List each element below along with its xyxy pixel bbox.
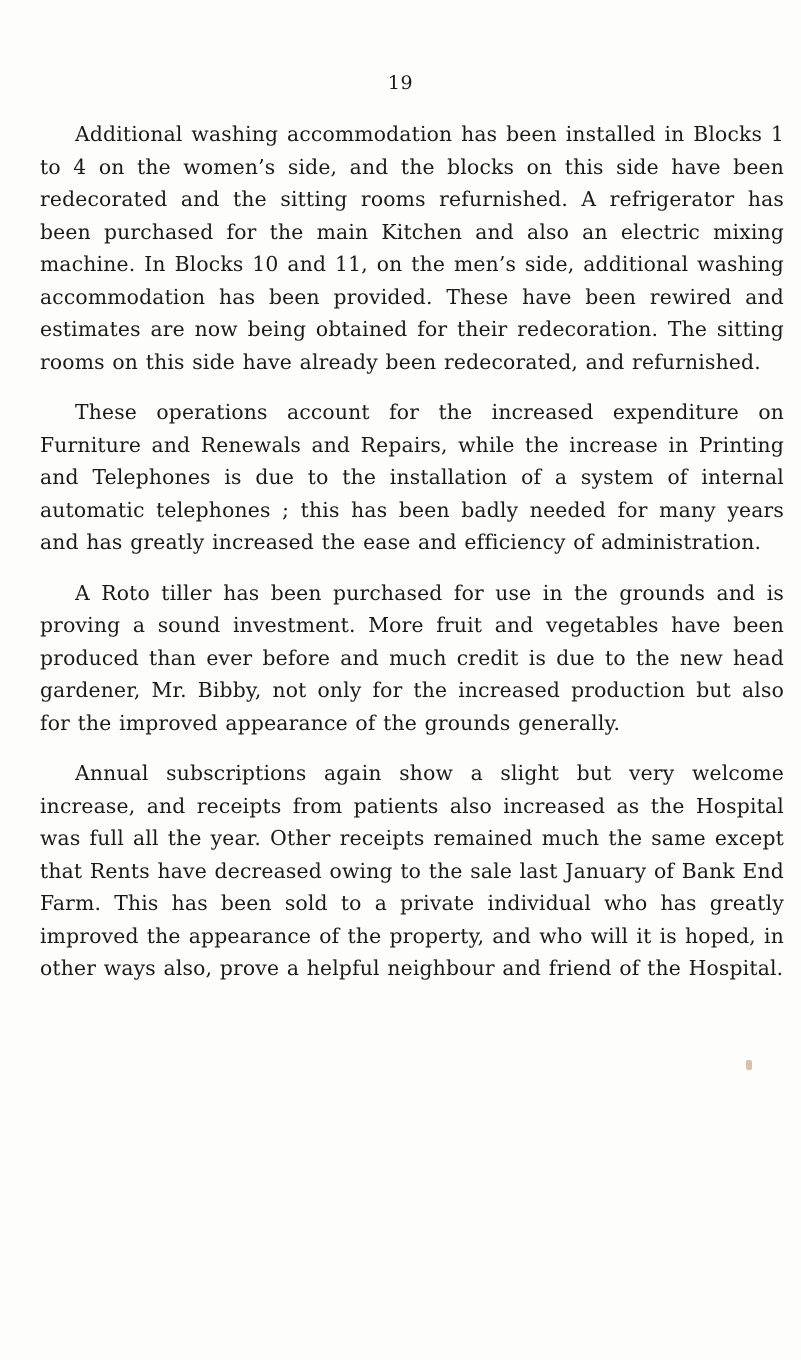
paragraph-roto-tiller: A Roto tiller has been purchased for use in the grounds and is proving a sound investment. More fruit and vegetables have been produced than ever before and much credit is due to the new head gardener, Mr. Bibby, not only for the increased production but also for the improved appearance of the grounds generally. xyxy=(40,580,784,735)
margin-ink-mark xyxy=(746,1060,752,1070)
document-body xyxy=(40,118,784,1003)
paragraph-expenditure: These operations account for the increased expenditure on Furniture and Renewals and Repairs, while the increase in Printing and Telephones is due to the installation of a system of internal automatic telephones ; this has been badly needed for many years and has greatly increased the ease and efficiency of administration. xyxy=(40,400,784,554)
page-number: 19 xyxy=(387,72,414,94)
paragraph-subscriptions: Annual subscriptions again show a slight but very welcome increase, and receipts from patients also increased as the Hospital was full all the year. Other receipts remained much the same except that Rents have decreased owing to the sale last January of Bank End Farm. This has been sold to a private individual who has greatly improved the appearance of the property, and who will it is hoped, in other ways also, prove a helpful neighbour and friend of the Hospital. xyxy=(40,761,784,980)
paragraph-washing-accommodation: Additional washing accommodation has been installed in Blocks 1 to 4 on the women’s side, and the blocks on this side have been redecorated and the sitting rooms refurnished. A refrigerator has been purchased for the main Kitchen and also an electric mixing machine. In Blocks 10 and 11, on the men’s side, additional washing accommodation has been provided. These have been rewired and estimates are now being obtained for their redecoration. The sitting rooms on this side have already been redecorated, and refurnished. xyxy=(40,122,784,374)
